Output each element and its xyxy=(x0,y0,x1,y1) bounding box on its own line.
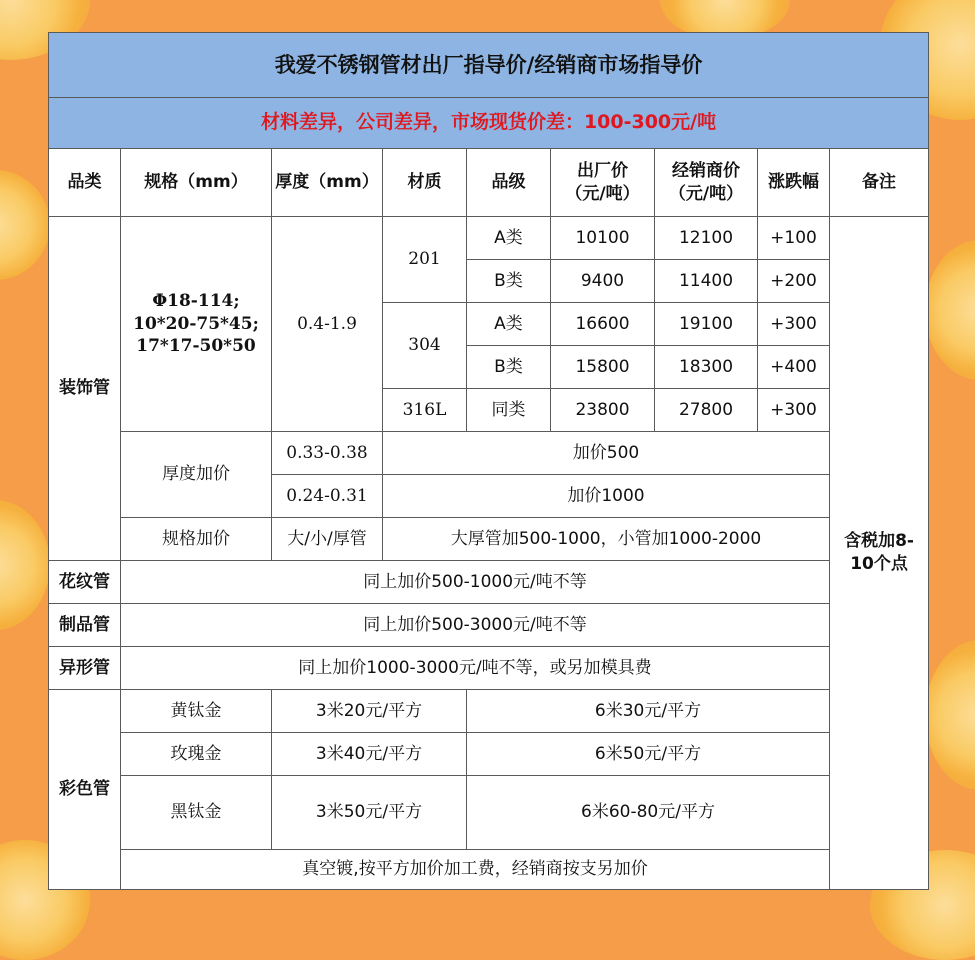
header-category: 品类 xyxy=(49,149,121,217)
color-price-3m: 3米20元/平方 xyxy=(272,690,467,733)
grade-cell: A类 xyxy=(467,303,551,346)
change-cell: +300 xyxy=(758,303,830,346)
color-pipe-note: 真空镀,按平方加价加工费，经销商按支另加价 xyxy=(121,850,830,890)
thickness-range-cell: 0.24-0.31 xyxy=(272,475,383,518)
category-pattern-pipe: 花纹管 xyxy=(49,561,121,604)
header-spec: 规格（mm） xyxy=(121,149,272,217)
dealer-price-cell: 18300 xyxy=(655,346,758,389)
decorative-spec xyxy=(121,217,272,432)
color-price-3m: 3米50元/平方 xyxy=(272,776,467,850)
thickness-surcharge-label: 厚度加价 xyxy=(121,432,272,518)
decorative-thickness: 0.4-1.9 xyxy=(272,217,383,432)
grade-cell: A类 xyxy=(467,217,551,260)
spec-surcharge-desc: 大厚管加500-1000，小管加1000-2000 xyxy=(383,518,830,561)
factory-price-cell: 23800 xyxy=(551,389,655,432)
orange-slice-decoration xyxy=(0,170,50,280)
color-price-6m: 6米50元/平方 xyxy=(467,733,830,776)
dealer-price-cell: 11400 xyxy=(655,260,758,303)
grade-cell: 同类 xyxy=(467,389,551,432)
color-name-cell: 黄钛金 xyxy=(121,690,272,733)
category-decorative-pipe: 装饰管 xyxy=(49,217,121,561)
header-factory-price: 出厂价（元/吨） xyxy=(551,149,655,217)
orange-slice-decoration xyxy=(925,640,975,790)
color-name-cell: 黑钛金 xyxy=(121,776,272,850)
header-change: 涨跌幅 xyxy=(758,149,830,217)
color-price-6m: 6米30元/平方 xyxy=(467,690,830,733)
price-difference-note: 材料差异，公司差异，市场现货价差：100-300元/吨 xyxy=(49,98,929,149)
spec-line: 17*17-50*50 xyxy=(136,336,256,357)
change-cell: +100 xyxy=(758,217,830,260)
orange-slice-decoration xyxy=(925,240,975,380)
factory-price-cell: 10100 xyxy=(551,217,655,260)
category-color-pipe: 彩色管 xyxy=(49,690,121,890)
color-price-6m: 6米60-80元/平方 xyxy=(467,776,830,850)
header-remark: 备注 xyxy=(830,149,929,217)
pattern-pipe-desc: 同上加价500-1000元/吨不等 xyxy=(121,561,830,604)
product-pipe-desc: 同上加价500-3000元/吨不等 xyxy=(121,604,830,647)
factory-price-cell: 15800 xyxy=(551,346,655,389)
factory-price-cell: 16600 xyxy=(551,303,655,346)
header-grade: 品级 xyxy=(467,149,551,217)
spec-line: Φ18-114; xyxy=(152,290,240,311)
dealer-price-cell: 19100 xyxy=(655,303,758,346)
color-name-cell: 玫瑰金 xyxy=(121,733,272,776)
spec-surcharge-label: 规格加价 xyxy=(121,518,272,561)
color-price-3m: 3米40元/平方 xyxy=(272,733,467,776)
spec-surcharge-type: 大/小/厚管 xyxy=(272,518,383,561)
factory-price-cell: 9400 xyxy=(551,260,655,303)
price-table xyxy=(48,32,929,890)
dealer-price-cell: 12100 xyxy=(655,217,758,260)
change-cell: +400 xyxy=(758,346,830,389)
remark-tax: 含税加8-10个点 xyxy=(830,217,929,890)
grade-cell: B类 xyxy=(467,346,551,389)
page-title: 我爱不锈钢管材出厂指导价/经销商市场指导价 xyxy=(49,33,929,98)
header-material: 材质 xyxy=(383,149,467,217)
header-dealer-price: 经销商价（元/吨） xyxy=(655,149,758,217)
category-special-pipe: 异形管 xyxy=(49,647,121,690)
material-316l: 316L xyxy=(383,389,467,432)
orange-slice-decoration xyxy=(0,500,50,630)
spec-line: 10*20-75*45; xyxy=(133,313,259,334)
change-cell: +200 xyxy=(758,260,830,303)
material-201: 201 xyxy=(383,217,467,303)
price-table-sheet xyxy=(48,32,928,890)
thickness-range-cell: 0.33-0.38 xyxy=(272,432,383,475)
dealer-price-cell: 27800 xyxy=(655,389,758,432)
thickness-surcharge-cell: 加价1000 xyxy=(383,475,830,518)
thickness-surcharge-cell: 加价500 xyxy=(383,432,830,475)
special-pipe-desc: 同上加价1000-3000元/吨不等，或另加模具费 xyxy=(121,647,830,690)
material-304: 304 xyxy=(383,303,467,389)
grade-cell: B类 xyxy=(467,260,551,303)
header-thickness: 厚度（mm） xyxy=(272,149,383,217)
change-cell: +300 xyxy=(758,389,830,432)
category-product-pipe: 制品管 xyxy=(49,604,121,647)
